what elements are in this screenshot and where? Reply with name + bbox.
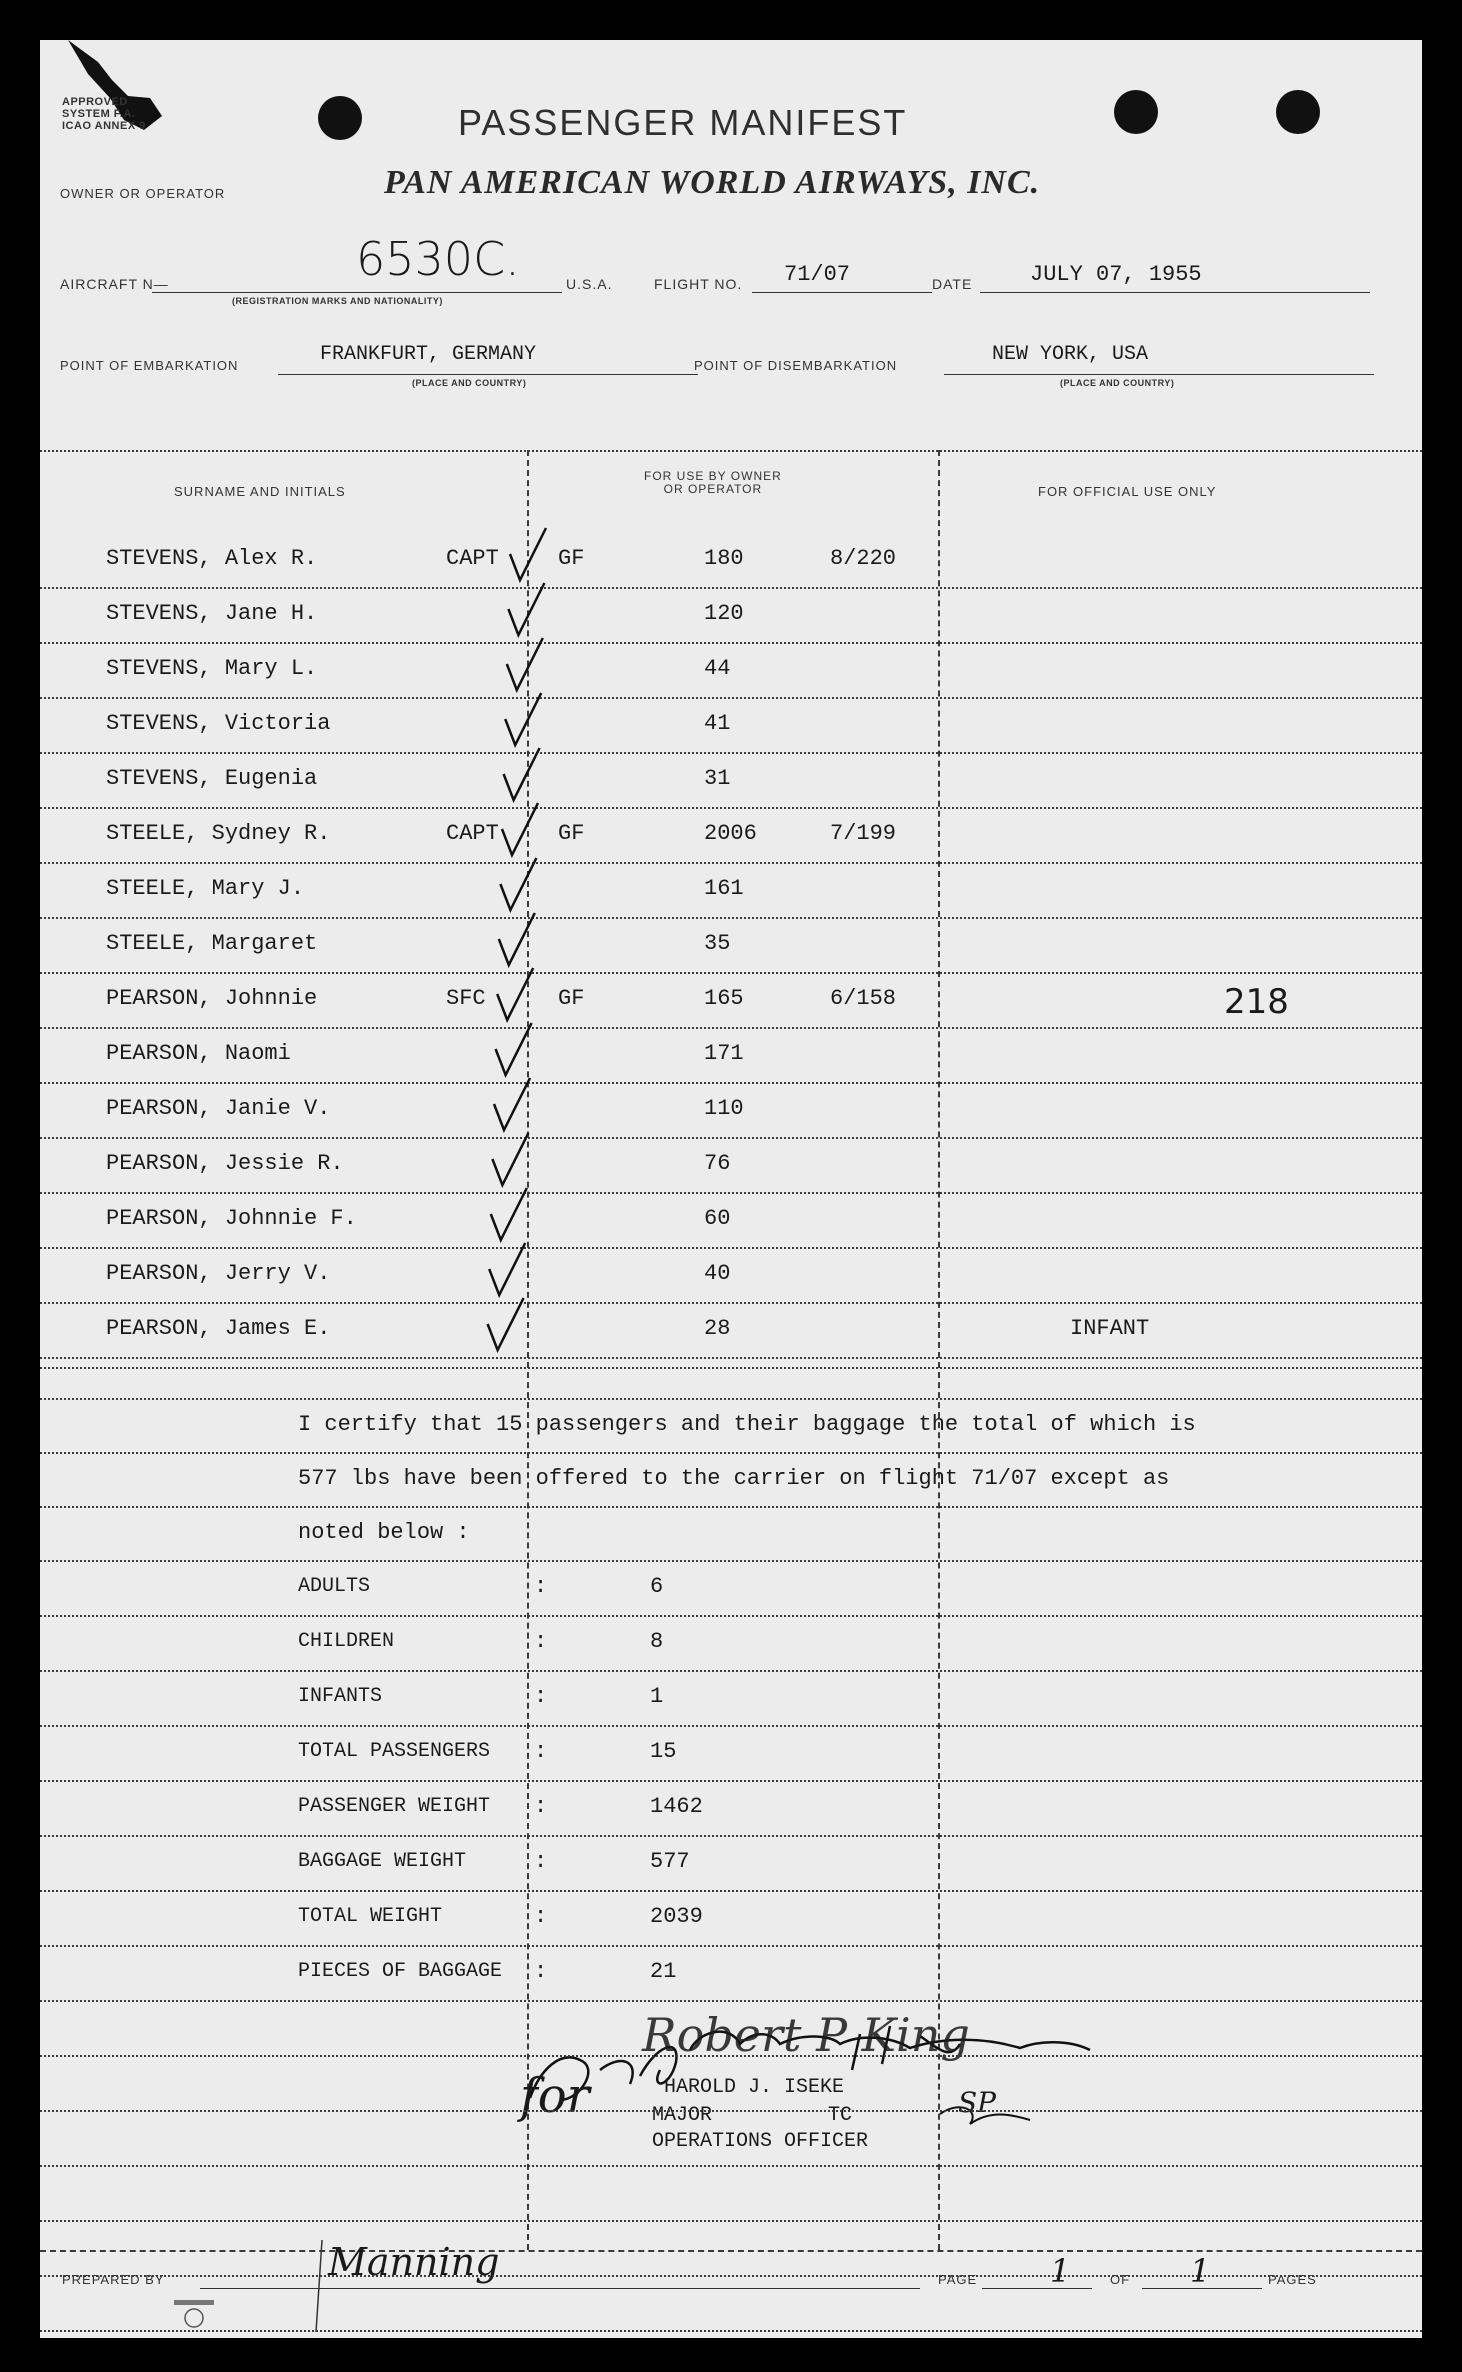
- summary-colon: :: [534, 1794, 548, 1819]
- summary-value: 8: [650, 1629, 664, 1654]
- certification-line-2: 577 lbs have been offered to the carrier on flight 71/07 except as: [298, 1466, 1170, 1491]
- passenger-name: PEARSON, Johnnie F.: [106, 1206, 357, 1231]
- ruled-line: [40, 1367, 1422, 1369]
- flight-label: FLIGHT NO.: [654, 276, 743, 292]
- flight-date: JULY 07, 1955: [1030, 262, 1202, 287]
- signature-for: for: [520, 2068, 590, 2124]
- summary-colon: :: [534, 1849, 548, 1874]
- summary-colon: :: [534, 1959, 548, 1984]
- prepared-signature: Manning: [328, 2240, 500, 2284]
- summary-value: 2039: [650, 1904, 703, 1929]
- passenger-code: GF: [558, 546, 585, 571]
- stamp-mark: [40, 40, 1422, 2338]
- ruled-line: [40, 1560, 1422, 1562]
- ruled-line: [40, 1506, 1422, 1508]
- summary-value: 577: [650, 1849, 690, 1874]
- official-note: INFANT: [1070, 1316, 1150, 1341]
- flight-number: 71/07: [784, 262, 851, 287]
- disembarkation-place: NEW YORK, USA: [992, 343, 1149, 366]
- passenger-weight: 161: [704, 876, 744, 901]
- passenger-weight: 44: [704, 656, 731, 681]
- column-header-surname: SURNAME AND INITIALS: [174, 484, 346, 499]
- summary-value: 1: [650, 1684, 664, 1709]
- summary-colon: :: [534, 1904, 548, 1929]
- summary-value: 6: [650, 1574, 664, 1599]
- manifest-page: [40, 40, 1422, 2338]
- ruled-line: [40, 2165, 1422, 2167]
- ruled-line: [40, 1452, 1422, 1454]
- page-total: 1: [1190, 2252, 1211, 2290]
- baggage-pieces-weight: 8/220: [830, 546, 897, 571]
- summary-label: ADULTS: [298, 1575, 371, 1598]
- baggage-pieces-weight: 6/158: [830, 986, 897, 1011]
- passenger-name: PEARSON, Janie V.: [106, 1096, 331, 1121]
- of-label: OF: [1110, 2272, 1131, 2287]
- passenger-code: GF: [558, 821, 585, 846]
- passenger-name: PEARSON, Jerry V.: [106, 1261, 331, 1286]
- signer-name: HAROLD J. ISEKE: [664, 2076, 845, 2099]
- passenger-weight: 41: [704, 711, 731, 736]
- ruled-line: [40, 1398, 1422, 1400]
- passenger-name: STEVENS, Victoria: [106, 711, 331, 736]
- passenger-code: GF: [558, 986, 585, 1011]
- signer-title: OPERATIONS OFFICER: [652, 2130, 869, 2153]
- passenger-name: STEELE, Sydney R.: [106, 821, 331, 846]
- passenger-name: PEARSON, Johnnie: [106, 986, 318, 1011]
- signature-initials: SP: [958, 2086, 997, 2119]
- summary-label: CHILDREN: [298, 1630, 395, 1653]
- passenger-weight: 165: [704, 986, 744, 1011]
- passenger-name: STEVENS, Alex R.: [106, 546, 318, 571]
- summary-label: PIECES OF BAGGAGE: [298, 1960, 503, 1983]
- date-label: DATE: [932, 276, 973, 292]
- ruled-line: [40, 2055, 1422, 2057]
- baggage-pieces-weight: 7/199: [830, 821, 897, 846]
- passenger-name: STEVENS, Eugenia: [106, 766, 318, 791]
- ruled-line: [40, 2275, 1422, 2277]
- passenger-weight: 76: [704, 1151, 731, 1176]
- embark-place-hint: (PLACE AND COUNTRY): [412, 378, 527, 388]
- column-header-owner: FOR USE BY OWNER OR OPERATOR: [644, 469, 782, 496]
- usa-label: U.S.A.: [566, 276, 613, 292]
- form-title: PASSENGER MANIFEST: [458, 102, 908, 143]
- signer-branch: TC: [828, 2104, 853, 2127]
- page-number: 1: [1050, 2252, 1071, 2290]
- summary-colon: :: [534, 1684, 548, 1709]
- passenger-rank: CAPT: [446, 546, 499, 571]
- signature-handwritten: Robert P King: [642, 2008, 970, 2062]
- summary-colon: :: [534, 1574, 548, 1599]
- summary-label: PASSENGER WEIGHT: [298, 1795, 491, 1818]
- ruled-line: [40, 2220, 1422, 2222]
- passenger-rank: SFC: [446, 986, 486, 1011]
- passenger-name: PEARSON, Jessie R.: [106, 1151, 344, 1176]
- summary-value: 15: [650, 1739, 677, 1764]
- passenger-rank: CAPT: [446, 821, 499, 846]
- passenger-weight: 120: [704, 601, 744, 626]
- passenger-name: STEVENS, Jane H.: [106, 601, 318, 626]
- page-label: PAGE: [938, 2272, 978, 2287]
- passenger-weight: 110: [704, 1096, 744, 1121]
- registration-hint: (REGISTRATION MARKS AND NATIONALITY): [232, 296, 443, 306]
- summary-colon: :: [534, 1739, 548, 1764]
- summary-label: TOTAL WEIGHT: [298, 1905, 443, 1928]
- passenger-name: STEELE, Margaret: [106, 931, 318, 956]
- passenger-weight: 28: [704, 1316, 731, 1341]
- disembarkation-label: POINT OF DISEMBARKATION: [694, 358, 898, 373]
- passenger-weight: 60: [704, 1206, 731, 1231]
- ruled-line: [40, 2330, 1422, 2332]
- embarkation-place: FRANKFURT, GERMANY: [320, 343, 537, 366]
- prepared-label: PREPARED BY: [62, 2272, 165, 2287]
- passenger-name: PEARSON, Naomi: [106, 1041, 291, 1066]
- summary-value: 1462: [650, 1794, 703, 1819]
- aircraft-number: 6530C.: [356, 232, 520, 286]
- summary-label: TOTAL PASSENGERS: [298, 1740, 491, 1763]
- summary-value: 21: [650, 1959, 677, 1984]
- summary-colon: :: [534, 1629, 548, 1654]
- summary-label: INFANTS: [298, 1685, 383, 1708]
- column-header-official: FOR OFFICIAL USE ONLY: [1038, 484, 1217, 499]
- passenger-weight: 35: [704, 931, 731, 956]
- disembark-place-hint: (PLACE AND COUNTRY): [1060, 378, 1175, 388]
- ruled-line: [40, 2000, 1422, 2002]
- passenger-weight: 2006: [704, 821, 757, 846]
- airline-name: PAN AMERICAN WORLD AIRWAYS, INC.: [384, 164, 1041, 201]
- certification-line-1: I certify that 15 passengers and their baggage the total of which is: [298, 1412, 1196, 1437]
- embarkation-label: POINT OF EMBARKATION: [60, 358, 239, 373]
- passenger-name: PEARSON, James E.: [106, 1316, 331, 1341]
- pages-label: PAGES: [1268, 2272, 1317, 2287]
- ruled-line: [40, 2110, 1422, 2112]
- passenger-name: STEELE, Mary J.: [106, 876, 305, 901]
- passenger-weight: 40: [704, 1261, 731, 1286]
- passenger-name: STEVENS, Mary L.: [106, 656, 318, 681]
- summary-label: BAGGAGE WEIGHT: [298, 1850, 467, 1873]
- passenger-weight: 31: [704, 766, 731, 791]
- passenger-weight: 171: [704, 1041, 744, 1066]
- passenger-weight: 180: [704, 546, 744, 571]
- owner-label: OWNER OR OPERATOR: [60, 186, 226, 201]
- official-side-note: 218: [1224, 982, 1289, 1022]
- aircraft-label: AIRCRAFT N—: [60, 276, 169, 292]
- certification-line-3: noted below :: [298, 1520, 470, 1545]
- approved-note: APPROVED SYSTEM F.A. ICAO ANNEX 9: [62, 96, 146, 132]
- signer-rank: MAJOR: [652, 2104, 713, 2127]
